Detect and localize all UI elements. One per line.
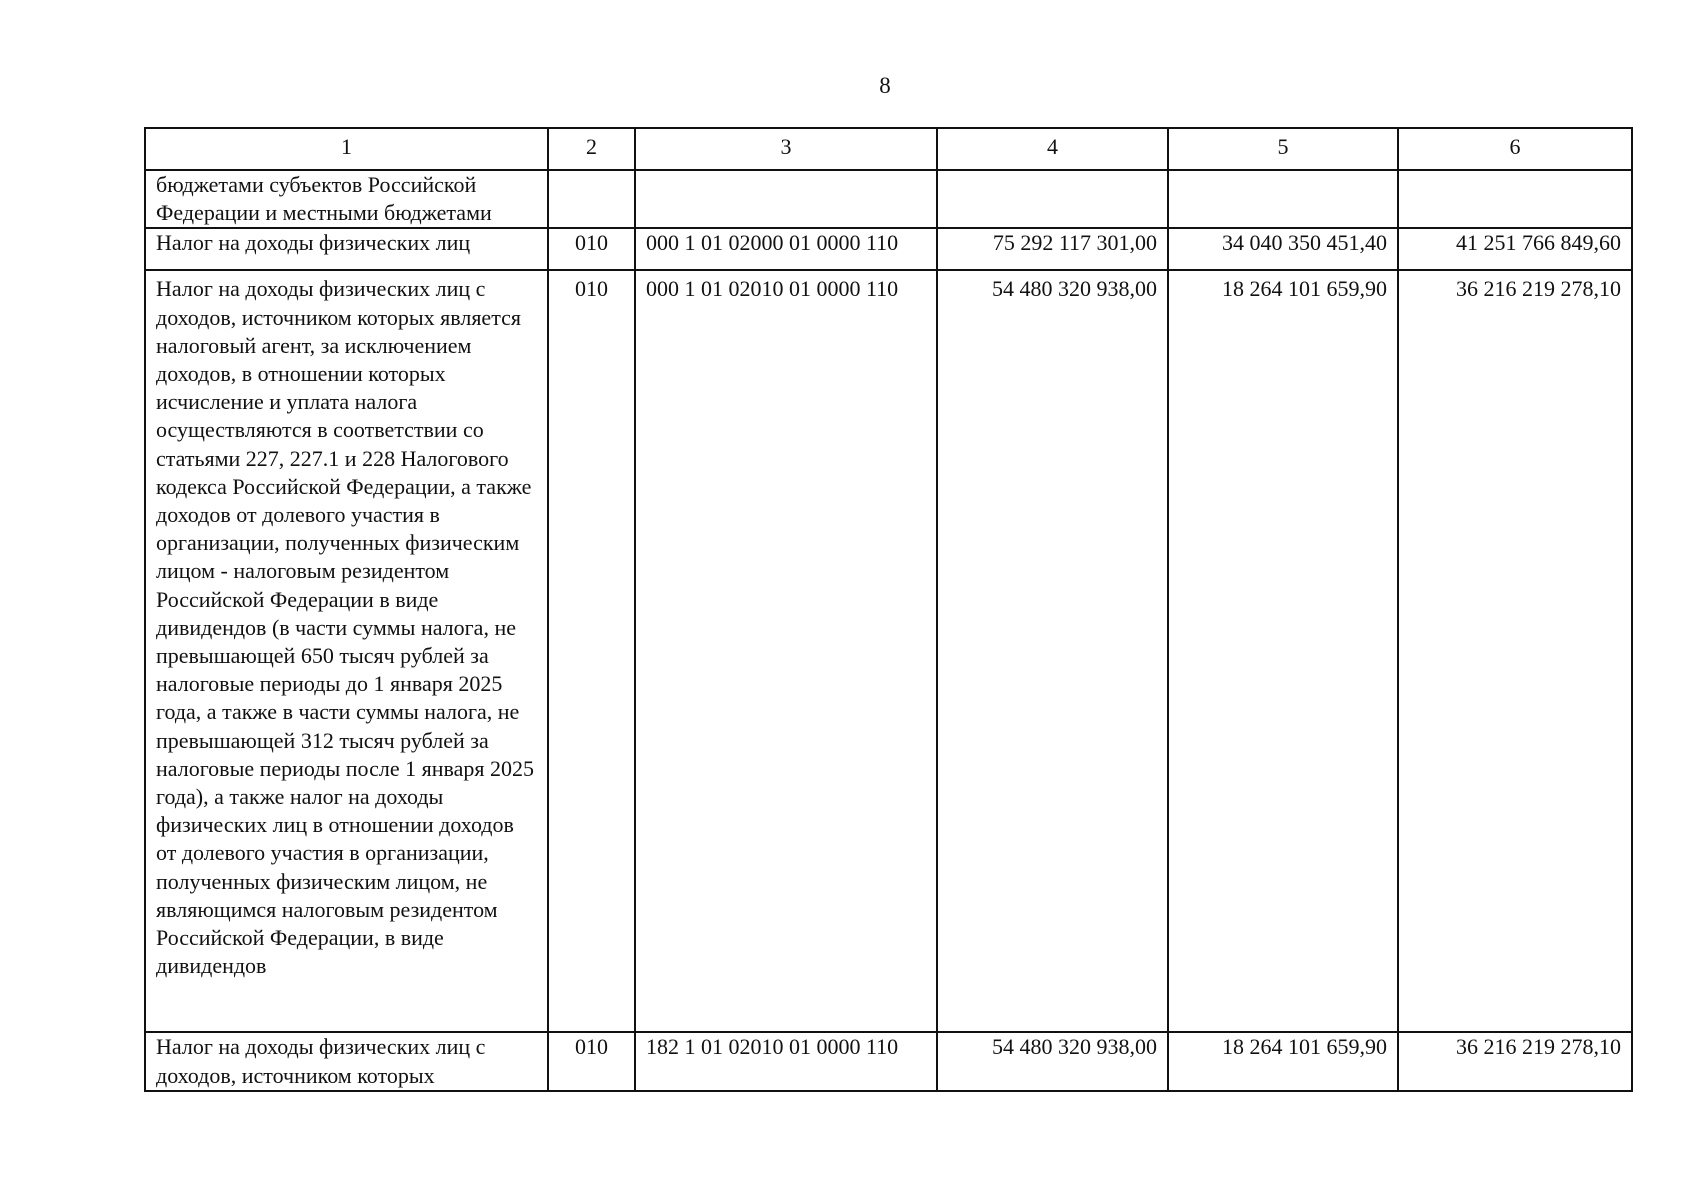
table-row bbox=[145, 170, 1632, 228]
table-header-row bbox=[145, 128, 1632, 170]
row-value-col6: 41 251 766 849,60 bbox=[1398, 228, 1632, 270]
column-header-5: 5 bbox=[1168, 128, 1398, 170]
row-value-col4: 54 480 320 938,00 bbox=[937, 270, 1168, 1032]
row-name: Налог на доходы физических лиц с доходов, источником которых bbox=[145, 1032, 548, 1090]
row-name: Налог на доходы физических лиц bbox=[145, 228, 548, 270]
row-value-col4: 75 292 117 301,00 bbox=[937, 228, 1168, 270]
row-value-col5: 18 264 101 659,90 bbox=[1168, 270, 1398, 1032]
table-row bbox=[145, 228, 1632, 270]
row-line-code: 010 bbox=[548, 228, 635, 270]
revenue-table bbox=[144, 127, 1633, 1092]
page-number: 8 bbox=[879, 73, 891, 98]
row-line-code: 010 bbox=[548, 270, 635, 1032]
row-budget-code: 000 1 01 02000 01 0000 110 bbox=[635, 228, 937, 270]
row-value-col6: 36 216 219 278,10 bbox=[1398, 1032, 1632, 1090]
column-header-3: 3 bbox=[635, 128, 937, 170]
row-budget-code bbox=[635, 170, 937, 228]
row-value-col4: 54 480 320 938,00 bbox=[937, 1032, 1168, 1090]
row-value-col5 bbox=[1168, 170, 1398, 228]
column-header-1: 1 bbox=[145, 128, 548, 170]
row-value-col4 bbox=[937, 170, 1168, 228]
row-value-col5: 18 264 101 659,90 bbox=[1168, 1032, 1398, 1090]
row-name: бюджетами субъектов Российской Федерации и местными бюджетами bbox=[145, 170, 548, 228]
column-header-2: 2 bbox=[548, 128, 635, 170]
row-line-code: 010 bbox=[548, 1032, 635, 1090]
row-line-code bbox=[548, 170, 635, 228]
row-budget-code: 000 1 01 02010 01 0000 110 bbox=[635, 270, 937, 1032]
row-name: Налог на доходы физических лиц с доходов, источником которых является налоговый агент, за исключением доходов, в отношении которых исчисление и уплата налога осуществляются в соответствии со статьями 227, 227.1 и 228 Налогового кодекса Российской Федерации, а также доходов от долевого участия в организации, полученных физическим лицом - налоговым резидентом Российской Федерации в виде дивидендов (в части суммы налога, не превышающей 650 тысяч рублей за налоговые периоды до 1 января 2025 года, а также в части суммы налога, не превышающей 312 тысяч рублей за налоговые периоды после 1 января 2025 года), а также налог на доходы физических лиц в отношении доходов от долевого участия в организации, полученных физическим лицом, не являющимся налоговым резидентом Российской Федерации, в виде дивидендов bbox=[145, 270, 548, 1032]
table-row bbox=[145, 1032, 1632, 1090]
row-value-col5: 34 040 350 451,40 bbox=[1168, 228, 1398, 270]
row-budget-code: 182 1 01 02010 01 0000 110 bbox=[635, 1032, 937, 1090]
column-header-4: 4 bbox=[937, 128, 1168, 170]
table-row bbox=[145, 270, 1632, 1032]
column-header-6: 6 bbox=[1398, 128, 1632, 170]
row-value-col6: 36 216 219 278,10 bbox=[1398, 270, 1632, 1032]
row-value-col6 bbox=[1398, 170, 1632, 228]
